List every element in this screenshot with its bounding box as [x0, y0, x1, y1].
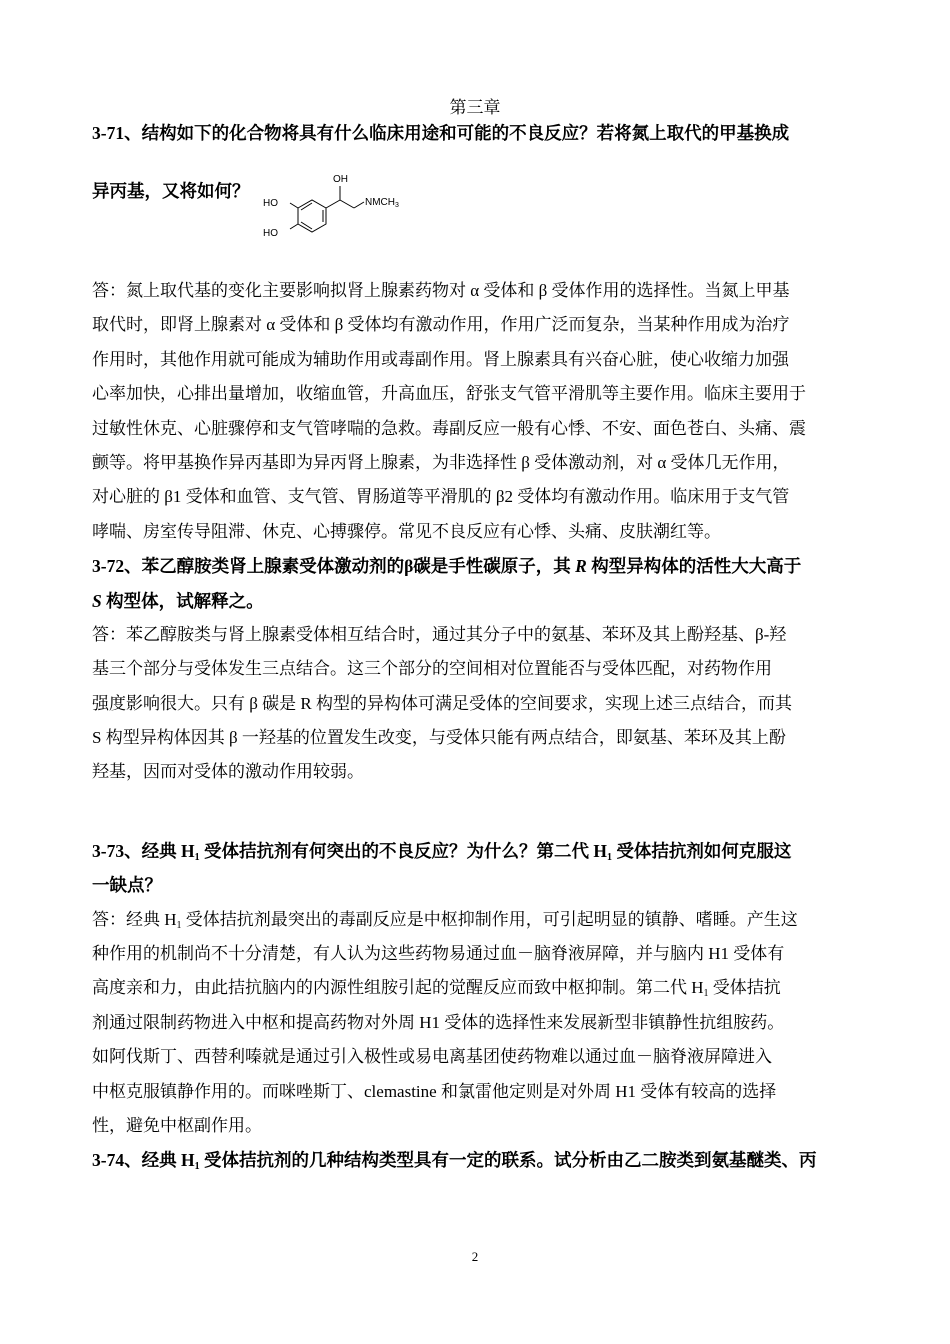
answer-line: 取代时，即肾上腺素对 α 受体和 β 受体均有激动作用，作用广泛而复杂，当某种作用成为治疗: [92, 315, 790, 335]
answer-line: 中枢克服镇静作用的。而咪唑斯丁、clemastine 和氯雷他定则是对外周 H1 受体有较高的选择: [92, 1081, 777, 1101]
question-3-72: [92, 549, 866, 618]
answer-line: 羟基，因而对受体的激动作用较弱。: [92, 762, 364, 782]
answer-line: 答：氮上取代基的变化主要影响拟肾上腺素药物对 α 受体和 β 受体作用的选择性。当氮上甲基: [92, 281, 790, 300]
question-line: 3-73、经典 $H_1$ 受体拮抗剂有何突出的不良反应？为什么？第二代 $H_1$ 受体拮抗剂如何克服这: [92, 840, 792, 863]
question-line: 3-74、经典 $H_1$ 受体拮抗剂的几种结构类型具有一定的联系。试分析由乙二胺类到氨基醚类、丙: [92, 1150, 817, 1173]
question-line-with-structure: [92, 174, 866, 274]
question-line: 异丙基，又将如何？: [92, 181, 250, 201]
answer-line: 答：苯乙醇胺类与肾上腺素受体相互结合时，通过其分子中的氨基、苯环及其上酚羟基、β-羟: [92, 624, 787, 644]
answer-3-73: [92, 903, 866, 1144]
question-line: 3-71、结构如下的化合物将具有什么临床用途和可能的不良反应？若将氮上取代的甲基换成: [92, 123, 790, 143]
answer-line: 剂通过限制药物进入中枢和提高药物对外周 H1 受体的选择性来发展新型非镇静性抗组胺药。: [92, 1012, 785, 1032]
answer-3-72: [92, 618, 866, 790]
question-3-74: [92, 1143, 866, 1177]
answer-line: 基三个部分与受体发生三点结合。这三个部分的空间相对位置能否与受体匹配，对药物作用: [92, 659, 772, 679]
page-number: 2: [471, 1249, 479, 1264]
question-3-73: [92, 834, 866, 903]
question-line: 3-72、苯乙醇胺类肾上腺素受体激动剂的β碳是手性碳原子，其 R 构型异构体的活性大大高于: [92, 556, 802, 577]
question-line: S 构型体，试解释之。: [92, 590, 264, 611]
answer-line: 作用时，其他作用就可能成为辅助作用或毒副作用。肾上腺素具有兴奋心脏，使心收缩力加强: [92, 349, 789, 369]
answer-line: 如阿伐斯丁、西替利嗪就是通过引入极性或易电离基团使药物难以通过血－脑脊液屏障进入: [92, 1047, 772, 1067]
answer-line: 强度影响很大。只有 β 碳是 R 构型的异构体可满足受体的空间要求，实现上述三点结合，而其: [92, 693, 792, 713]
question-line: 一缺点？: [92, 875, 162, 896]
answer-line: 对心脏的 β1 受体和血管、支气管、胃肠道等平滑肌的 β2 受体均有激动作用。临床用于支气管: [92, 487, 790, 507]
answer-line: 高度亲和力，由此拮抗脑内的内源性组胺引起的觉醒反应而致中枢抑制。第二代 $H_1$ 受体拮抗: [92, 978, 781, 1000]
answer-line: 性，避免中枢副作用。: [92, 1115, 262, 1135]
answer-3-71: [92, 274, 866, 549]
answer-line: 哮喘、房室传导阻滞、休克、心搏骤停。常见不良反应有心悸、头痛、皮肤潮红等。: [92, 521, 721, 541]
answer-line: 答：经典 $H_1$ 受体拮抗剂最突出的毒副反应是中枢抑制作用，可引起明显的镇静、嗜睡。产生这: [92, 909, 798, 931]
amine-label: $NMCH_3$: [365, 197, 399, 209]
ho-label: HO: [263, 228, 278, 239]
answer-line: 过敏性休克、心脏骤停和支气管哮喘的急救。毒副反应一般有心悸、不安、面色苍白、头痛、震: [92, 418, 806, 438]
blank-line: [92, 790, 866, 834]
document-body: [92, 118, 866, 1178]
ho-label: HO: [263, 198, 278, 209]
epinephrine-structure-diagram: [258, 166, 408, 246]
oh-label: OH: [333, 174, 348, 185]
question-3-71: [92, 120, 866, 274]
answer-line: 种作用的机制尚不十分清楚，有人认为这些药物易通过血－脑脊液屏障，并与脑内 H1 受体有: [92, 944, 785, 964]
chapter-title: 第三章: [449, 98, 501, 117]
answer-line: S 构型异构体因其 β 一羟基的位置发生改变，与受体只能有两点结合，即氨基、苯环及其上酚: [92, 728, 786, 748]
answer-line: 心率加快，心排出量增加，收缩血管，升高血压，舒张支气管平滑肌等主要作用。临床主要用于: [92, 384, 806, 404]
answer-line: 颤等。将甲基换作异丙基即为异丙肾上腺素，为非选择性 β 受体激动剂，对 α 受体几无作用，: [92, 452, 790, 472]
